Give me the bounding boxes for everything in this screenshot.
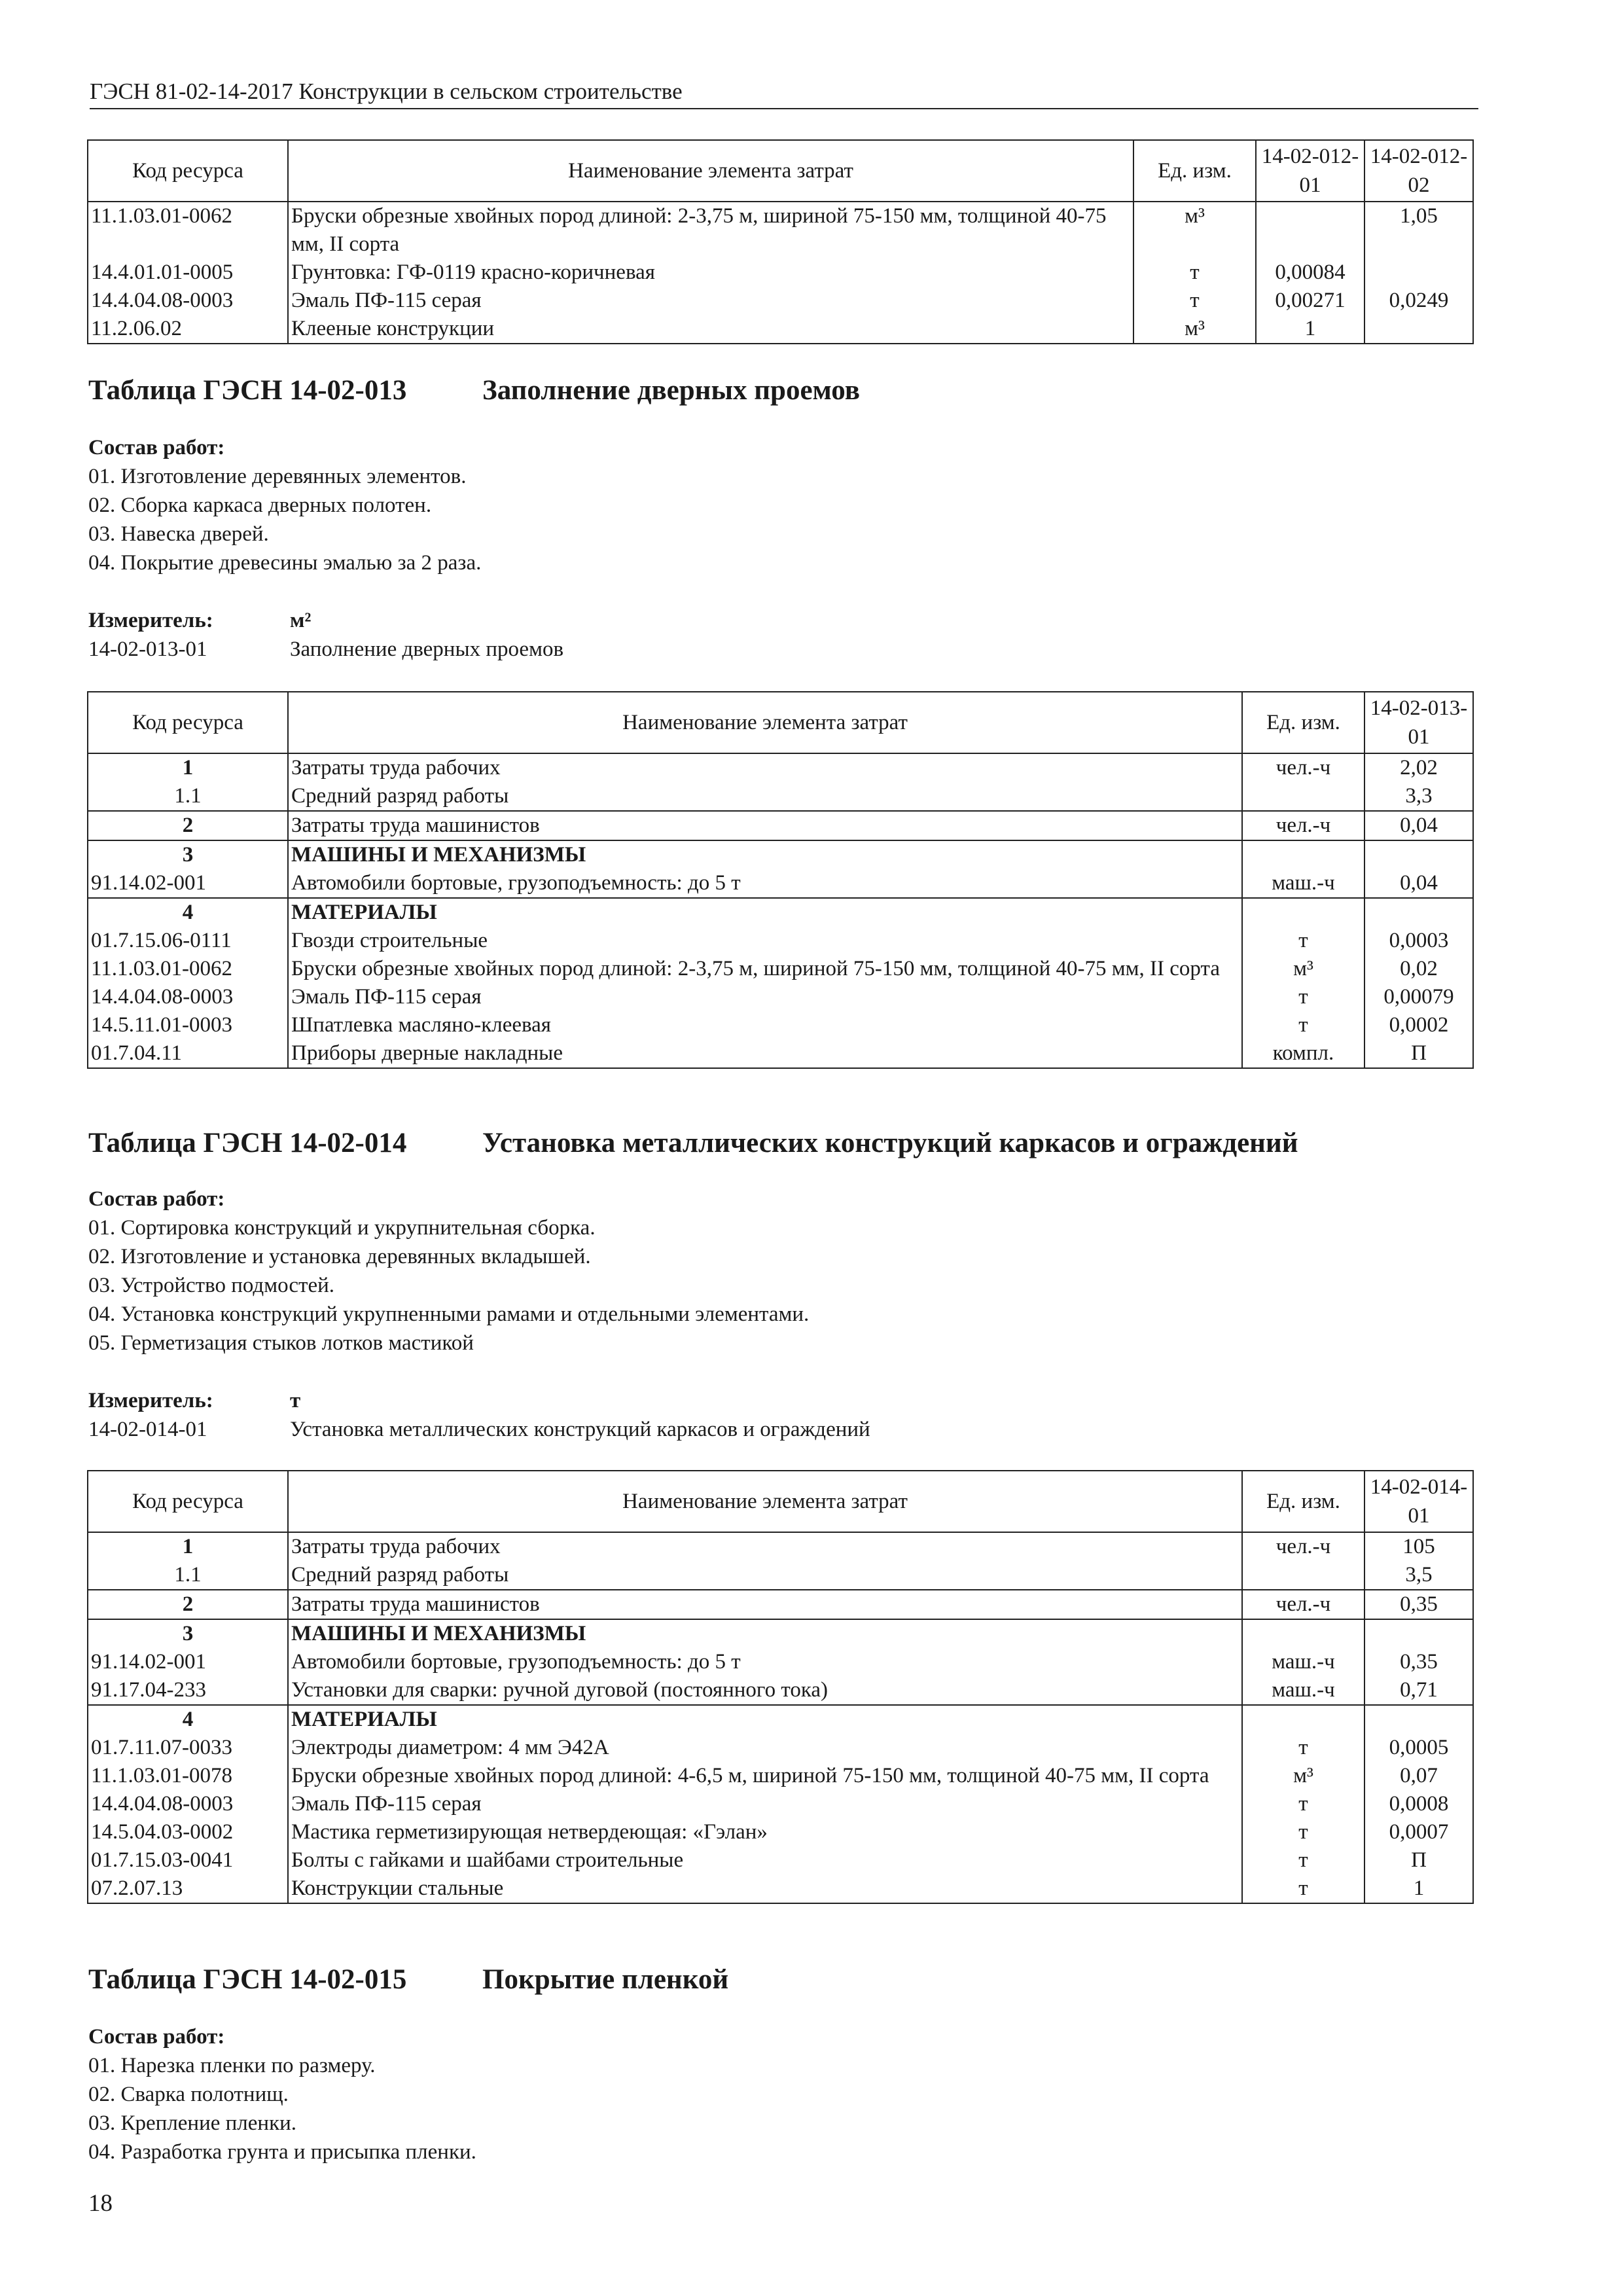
cell-name: Мастика герметизирующая нетвердеющая: «Гэлан» xyxy=(288,1818,1242,1846)
cell-value xyxy=(1364,1705,1473,1734)
cell-value xyxy=(1364,315,1473,344)
col-header-name: Наименование элемента затрат xyxy=(288,1471,1242,1532)
table-row xyxy=(88,202,1473,259)
cell-code: 07.2.07.13 xyxy=(88,1874,288,1903)
cell-name: Затраты труда рабочих xyxy=(288,753,1242,782)
cell-code: 1 xyxy=(88,753,288,782)
table-row xyxy=(88,955,1473,983)
cell-name: Приборы дверные накладные xyxy=(288,1039,1242,1068)
works-list-015 xyxy=(88,2022,476,2166)
works-item: 03. Навеска дверей. xyxy=(88,522,269,546)
cell-unit xyxy=(1242,1619,1364,1648)
cell-unit: т xyxy=(1242,927,1364,955)
cell-name: Автомобили бортовые, грузоподъемность: до 5 т xyxy=(288,1648,1242,1676)
cell-value: 105 xyxy=(1364,1532,1473,1561)
works-item: 01. Сортировка конструкций и укрупнительная сборка. xyxy=(88,1216,596,1240)
table-row xyxy=(88,315,1473,344)
cell-unit: компл. xyxy=(1242,1039,1364,1068)
table-row xyxy=(88,259,1473,287)
measure-desc: Установка металлических конструкций каркасов и ограждений xyxy=(290,1418,870,1441)
works-item: 04. Покрытие древесины эмалью за 2 раза. xyxy=(88,551,482,575)
works-item: 04. Установка конструкций укрупненными рамами и отдельными элементами. xyxy=(88,1302,810,1326)
cell-name: Конструкции стальные xyxy=(288,1874,1242,1903)
cell-unit: т xyxy=(1242,1846,1364,1874)
measure-code: 14-02-014-01 xyxy=(88,1418,207,1441)
cell-code: 11.1.03.01-0062 xyxy=(88,955,288,983)
cell-unit: чел.-ч xyxy=(1242,811,1364,840)
cell-code: 14.4.04.08-0003 xyxy=(88,983,288,1011)
cell-unit: т xyxy=(1242,1874,1364,1903)
cell-value: 0,0007 xyxy=(1364,1818,1473,1846)
col-header-code: Код ресурса xyxy=(88,140,288,202)
cell-code: 4 xyxy=(88,1705,288,1734)
col-header-code: Код ресурса xyxy=(88,692,288,753)
cell-code: 91.14.02-001 xyxy=(88,869,288,898)
cell-unit: чел.-ч xyxy=(1242,753,1364,782)
cell-unit: чел.-ч xyxy=(1242,1590,1364,1619)
col-header-norm-2: 14-02-012-02 xyxy=(1364,140,1473,202)
table-14-02-013 xyxy=(87,691,1474,1069)
table-row xyxy=(88,1874,1473,1903)
cell-value: 0,0008 xyxy=(1364,1790,1473,1818)
cell-value: 3,5 xyxy=(1364,1561,1473,1590)
cell-unit: м³ xyxy=(1242,955,1364,983)
cell-value: 0,0002 xyxy=(1364,1011,1473,1039)
cell-value: П xyxy=(1364,1039,1473,1068)
works-item: 01. Изготовление деревянных элементов. xyxy=(88,465,467,488)
cell-value: 2,02 xyxy=(1364,753,1473,782)
cell-value: 0,35 xyxy=(1364,1648,1473,1676)
works-item: 05. Герметизация стыков лотков мастикой xyxy=(88,1331,474,1355)
cell-name: Средний разряд работы xyxy=(288,1561,1242,1590)
cell-value: 0,71 xyxy=(1364,1676,1473,1705)
table-section-row xyxy=(88,1619,1473,1648)
col-header-norm: 14-02-013-01 xyxy=(1364,692,1473,753)
cell-unit: м³ xyxy=(1133,315,1256,344)
cell-value xyxy=(1364,1619,1473,1648)
cell-value: 3,3 xyxy=(1364,782,1473,811)
cell-value xyxy=(1364,898,1473,927)
cell-code: 14.5.04.03-0002 xyxy=(88,1818,288,1846)
table-row xyxy=(88,782,1473,811)
cell-code: 11.2.06.02 xyxy=(88,315,288,344)
cell-value: 0,35 xyxy=(1364,1590,1473,1619)
works-item: 02. Сварка полотнищ. xyxy=(88,2083,289,2106)
col-header-norm-1: 14-02-012-01 xyxy=(1256,140,1364,202)
table-row xyxy=(88,869,1473,898)
table-title-015 xyxy=(88,1962,728,1998)
measure-desc: Заполнение дверных проемов xyxy=(290,637,564,661)
cell-unit: т xyxy=(1133,259,1256,287)
table-row xyxy=(88,1648,1473,1676)
works-list-013 xyxy=(88,433,481,577)
cell-code: 2 xyxy=(88,1590,288,1619)
cell-value: 0,00079 xyxy=(1364,983,1473,1011)
cell-unit: м³ xyxy=(1133,202,1256,259)
cell-value: 0,04 xyxy=(1364,811,1473,840)
cell-value xyxy=(1364,259,1473,287)
cell-section-name: МАШИНЫ И МЕХАНИЗМЫ xyxy=(288,1619,1242,1648)
table-row xyxy=(88,983,1473,1011)
table-row xyxy=(88,287,1473,315)
cell-code: 01.7.04.11 xyxy=(88,1039,288,1068)
cell-unit: маш.-ч xyxy=(1242,1648,1364,1676)
cell-value: 0,04 xyxy=(1364,869,1473,898)
table-row xyxy=(88,1590,1473,1619)
cell-code: 11.1.03.01-0078 xyxy=(88,1762,288,1790)
cell-unit: т xyxy=(1242,1734,1364,1762)
col-header-code: Код ресурса xyxy=(88,1471,288,1532)
cell-name: Бруски обрезные хвойных пород длиной: 2-3,75 м, шириной 75-150 мм, толщиной 40-75 мм, II сорта xyxy=(288,955,1242,983)
cell-unit: чел.-ч xyxy=(1242,1532,1364,1561)
cell-code: 01.7.15.06-0111 xyxy=(88,927,288,955)
measure-013 xyxy=(88,606,1135,664)
table-section-row xyxy=(88,898,1473,927)
table-title-code: Таблица ГЭСН 14-02-014 xyxy=(88,1128,407,1158)
table-row xyxy=(88,1790,1473,1818)
table-row xyxy=(88,1734,1473,1762)
table-14-02-014 xyxy=(87,1470,1474,1904)
cell-value: 0,00084 xyxy=(1256,259,1364,287)
header-rule xyxy=(90,108,1478,109)
cell-name: Эмаль ПФ-115 серая xyxy=(288,287,1133,315)
cell-unit: т xyxy=(1242,1011,1364,1039)
measure-label: Измеритель: xyxy=(88,609,213,632)
cell-value: 0,07 xyxy=(1364,1762,1473,1790)
table-title-014 xyxy=(88,1126,1298,1161)
cell-name: Затраты труда рабочих xyxy=(288,1532,1242,1561)
cell-name: Грунтовка: ГФ-0119 красно-коричневая xyxy=(288,259,1133,287)
table-row xyxy=(88,1676,1473,1705)
works-heading: Состав работ: xyxy=(88,436,225,459)
table-title-name: Установка металлических конструкций каркасов и ограждений xyxy=(482,1128,1298,1158)
works-list-014 xyxy=(88,1185,809,1357)
cell-code: 3 xyxy=(88,840,288,869)
table-title-013 xyxy=(88,373,860,408)
col-header-norm: 14-02-014-01 xyxy=(1364,1471,1473,1532)
cell-unit xyxy=(1242,782,1364,811)
cell-code: 14.5.11.01-0003 xyxy=(88,1011,288,1039)
cell-name: Электроды диаметром: 4 мм Э42А xyxy=(288,1734,1242,1762)
table-title-name: Покрытие пленкой xyxy=(482,1964,729,1995)
cell-value: 1,05 xyxy=(1364,202,1473,259)
running-header: ГЭСН 81-02-14-2017 Конструкции в сельском строительстве xyxy=(90,79,683,104)
cell-name: Эмаль ПФ-115 серая xyxy=(288,1790,1242,1818)
cell-unit: т xyxy=(1242,1818,1364,1846)
works-item: 03. Устройство подмостей. xyxy=(88,1274,335,1297)
cell-value: 0,0003 xyxy=(1364,927,1473,955)
cell-code: 14.4.01.01-0005 xyxy=(88,259,288,287)
cell-name: Автомобили бортовые, грузоподъемность: до 5 т xyxy=(288,869,1242,898)
cell-code: 11.1.03.01-0062 xyxy=(88,202,288,259)
cell-section-name: МАШИНЫ И МЕХАНИЗМЫ xyxy=(288,840,1242,869)
cell-value xyxy=(1256,202,1364,259)
cell-name: Бруски обрезные хвойных пород длиной: 2-3,75 м, шириной 75-150 мм, толщиной 40-75 мм, II сорта xyxy=(288,202,1133,259)
cell-code: 1 xyxy=(88,1532,288,1561)
cell-code: 4 xyxy=(88,898,288,927)
table-row xyxy=(88,811,1473,840)
cell-code: 1.1 xyxy=(88,1561,288,1590)
cell-unit xyxy=(1242,840,1364,869)
table-title-code: Таблица ГЭСН 14-02-015 xyxy=(88,1964,407,1995)
table-section-row xyxy=(88,840,1473,869)
cell-name: Эмаль ПФ-115 серая xyxy=(288,983,1242,1011)
cell-code: 14.4.04.08-0003 xyxy=(88,287,288,315)
measure-label: Измеритель: xyxy=(88,1389,213,1412)
works-item: 04. Разработка грунта и присыпка пленки. xyxy=(88,2140,476,2164)
cell-unit: маш.-ч xyxy=(1242,1676,1364,1705)
table-section-row xyxy=(88,1705,1473,1734)
cell-value: 0,0249 xyxy=(1364,287,1473,315)
cell-value: 1 xyxy=(1256,315,1364,344)
cell-unit xyxy=(1242,1561,1364,1590)
col-header-unit: Ед. изм. xyxy=(1242,1471,1364,1532)
cell-code: 2 xyxy=(88,811,288,840)
table-title-code: Таблица ГЭСН 14-02-013 xyxy=(88,375,407,406)
table-row xyxy=(88,1011,1473,1039)
cell-value: 0,00271 xyxy=(1256,287,1364,315)
cell-unit: т xyxy=(1242,983,1364,1011)
col-header-unit: Ед. изм. xyxy=(1242,692,1364,753)
cell-name: Затраты труда машинистов xyxy=(288,811,1242,840)
measure-unit: т xyxy=(290,1389,301,1412)
measure-code: 14-02-013-01 xyxy=(88,637,207,661)
cell-unit xyxy=(1242,898,1364,927)
cell-name: Затраты труда машинистов xyxy=(288,1590,1242,1619)
measure-unit: м² xyxy=(290,609,312,632)
works-item: 02. Сборка каркаса дверных полотен. xyxy=(88,493,432,517)
cell-unit: м³ xyxy=(1242,1762,1364,1790)
table-14-02-012 xyxy=(87,139,1474,344)
cell-name: Бруски обрезные хвойных пород длиной: 4-6,5 м, шириной 75-150 мм, толщиной 40-75 мм, II сорта xyxy=(288,1762,1242,1790)
table-row xyxy=(88,1818,1473,1846)
col-header-name: Наименование элемента затрат xyxy=(288,140,1133,202)
works-item: 03. Крепление пленки. xyxy=(88,2111,297,2135)
cell-code: 01.7.11.07-0033 xyxy=(88,1734,288,1762)
cell-section-name: МАТЕРИАЛЫ xyxy=(288,898,1242,927)
cell-name: Установки для сварки: ручной дуговой (постоянного тока) xyxy=(288,1676,1242,1705)
cell-name: Средний разряд работы xyxy=(288,782,1242,811)
cell-value xyxy=(1364,840,1473,869)
works-item: 01. Нарезка пленки по размеру. xyxy=(88,2054,376,2077)
table-row xyxy=(88,927,1473,955)
cell-name: Болты с гайками и шайбами строительные xyxy=(288,1846,1242,1874)
cell-unit: маш.-ч xyxy=(1242,869,1364,898)
col-header-name: Наименование элемента затрат xyxy=(288,692,1242,753)
cell-unit: т xyxy=(1133,287,1256,315)
cell-code: 91.14.02-001 xyxy=(88,1648,288,1676)
table-row xyxy=(88,1762,1473,1790)
table-row xyxy=(88,1039,1473,1068)
table-title-name: Заполнение дверных проемов xyxy=(482,375,860,406)
works-heading: Состав работ: xyxy=(88,2025,225,2049)
cell-code: 01.7.15.03-0041 xyxy=(88,1846,288,1874)
cell-value: 0,02 xyxy=(1364,955,1473,983)
cell-name: Клееные конструкции xyxy=(288,315,1133,344)
cell-code: 14.4.04.08-0003 xyxy=(88,1790,288,1818)
cell-name: Гвозди строительные xyxy=(288,927,1242,955)
table-row xyxy=(88,1561,1473,1590)
cell-value: 0,0005 xyxy=(1364,1734,1473,1762)
col-header-unit: Ед. изм. xyxy=(1133,140,1256,202)
cell-code: 1.1 xyxy=(88,782,288,811)
cell-code: 3 xyxy=(88,1619,288,1648)
page-number: 18 xyxy=(88,2190,113,2217)
cell-value: 1 xyxy=(1364,1874,1473,1903)
table-row xyxy=(88,753,1473,782)
works-item: 02. Изготовление и установка деревянных вкладышей. xyxy=(88,1245,591,1268)
cell-unit: т xyxy=(1242,1790,1364,1818)
cell-code: 91.17.04-233 xyxy=(88,1676,288,1705)
table-row xyxy=(88,1532,1473,1561)
works-heading: Состав работ: xyxy=(88,1187,225,1211)
table-row xyxy=(88,1846,1473,1874)
cell-value: П xyxy=(1364,1846,1473,1874)
cell-name: Шпатлевка масляно-клеевая xyxy=(288,1011,1242,1039)
measure-014 xyxy=(88,1386,1135,1444)
cell-section-name: МАТЕРИАЛЫ xyxy=(288,1705,1242,1734)
cell-unit xyxy=(1242,1705,1364,1734)
